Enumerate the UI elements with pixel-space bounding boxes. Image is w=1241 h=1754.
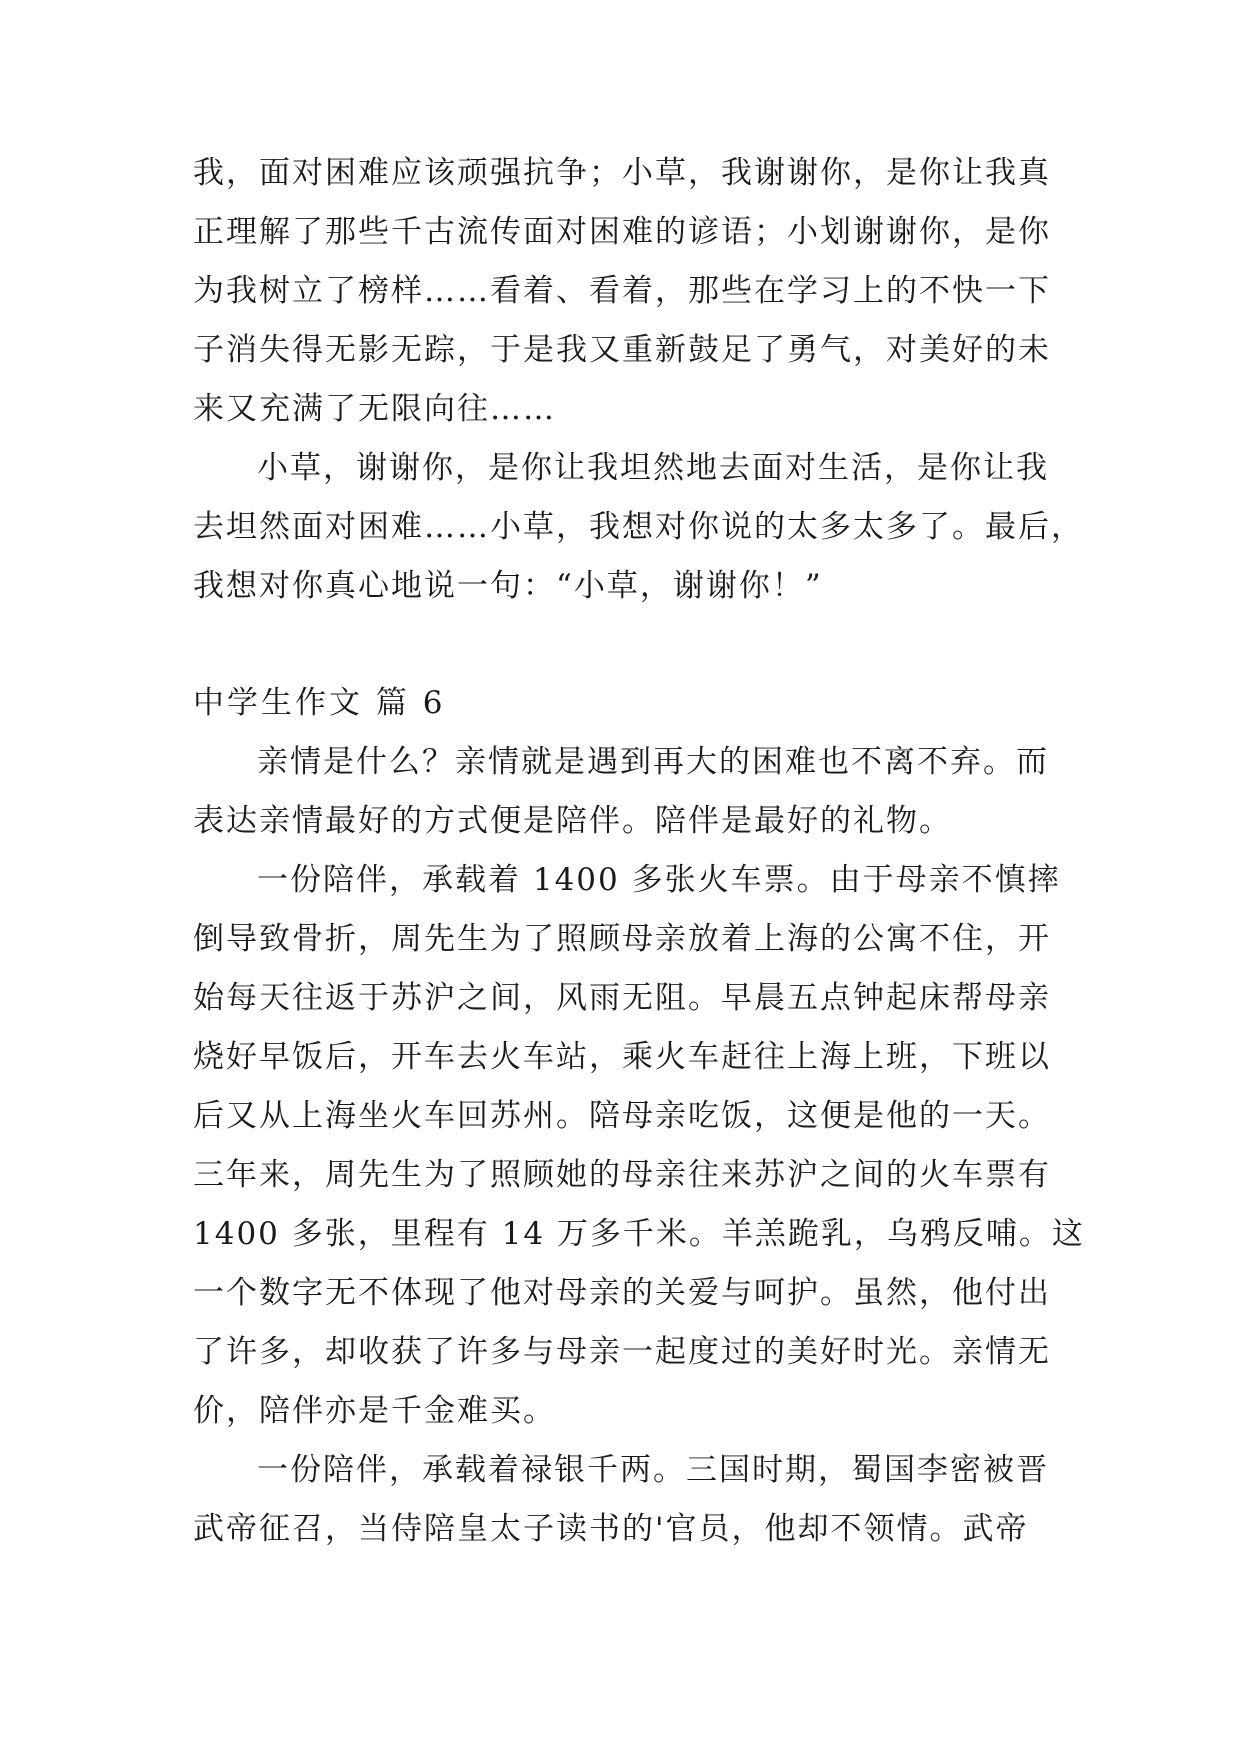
paragraph-line: 小草，谢谢你，是你让我坦然地去面对生活，是你让我	[257, 450, 1049, 486]
paragraph-line: 三年来，周先生为了照顾她的母亲往来苏沪之间的火车票有	[193, 1157, 1051, 1193]
paragraph-line: 倒导致骨折，周先生为了照顾母亲放着上海的公寓不住，开	[193, 921, 1051, 957]
paragraph-line: 始每天往返于苏沪之间，风雨无阻。早晨五点钟起床帮母亲	[193, 980, 1051, 1016]
paragraph-line: 一个数字无不体现了他对母亲的关爱与呵护。虽然，他付出	[193, 1275, 1051, 1311]
paragraph-line: 表达亲情最好的方式便是陪伴。陪伴是最好的礼物。	[193, 803, 952, 839]
paragraph-line: 一份陪伴，承载着 1400 多张火车票。由于母亲不慎摔	[257, 862, 1061, 898]
paragraph-line: 去坦然面对困难……小草，我想对你说的太多太多了。最后，	[193, 509, 1084, 545]
paragraph-line: 为我树立了榜样……看着、看着，那些在学习上的不快一下	[193, 273, 1051, 309]
paragraph-line: 来又充满了无限向往……	[193, 391, 556, 427]
paragraph-line: 价，陪伴亦是千金难买。	[193, 1393, 556, 1429]
paragraph-line: 我想对你真心地说一句：“小草，谢谢你！”	[193, 568, 823, 604]
paragraph-line: 一份陪伴，承载着禄银千两。三国时期，蜀国李密被晋	[257, 1452, 1049, 1488]
paragraph-line: 亲情是什么？亲情就是遇到再大的困难也不离不弃。而	[257, 744, 1049, 780]
paragraph-line: 我，面对困难应该顽强抗争；小草，我谢谢你，是你让我真	[193, 155, 1051, 191]
paragraph-line: 子消失得无影无踪，于是我又重新鼓足了勇气，对美好的未	[193, 332, 1051, 368]
paragraph-line: 正理解了那些千古流传面对困难的谚语；小划谢谢你，是你	[193, 214, 1051, 250]
paragraph-line: 武帝征召，当侍陪皇太子读书的'官员，他却不领情。武帝	[193, 1511, 1029, 1547]
paragraph-line: 烧好早饭后，开车去火车站，乘火车赶往上海上班，下班以	[193, 1039, 1051, 1075]
paragraph-line: 了许多，却收获了许多与母亲一起度过的美好时光。亲情无	[193, 1334, 1051, 1370]
section-heading: 中学生作文 篇 6	[193, 685, 446, 721]
paragraph-line: 后又从上海坐火车回苏州。陪母亲吃饭，这便是他的一天。	[193, 1098, 1051, 1134]
paragraph-line: 1400 多张，里程有 14 万多千米。羊羔跪乳，乌鸦反哺。这	[193, 1216, 1085, 1252]
